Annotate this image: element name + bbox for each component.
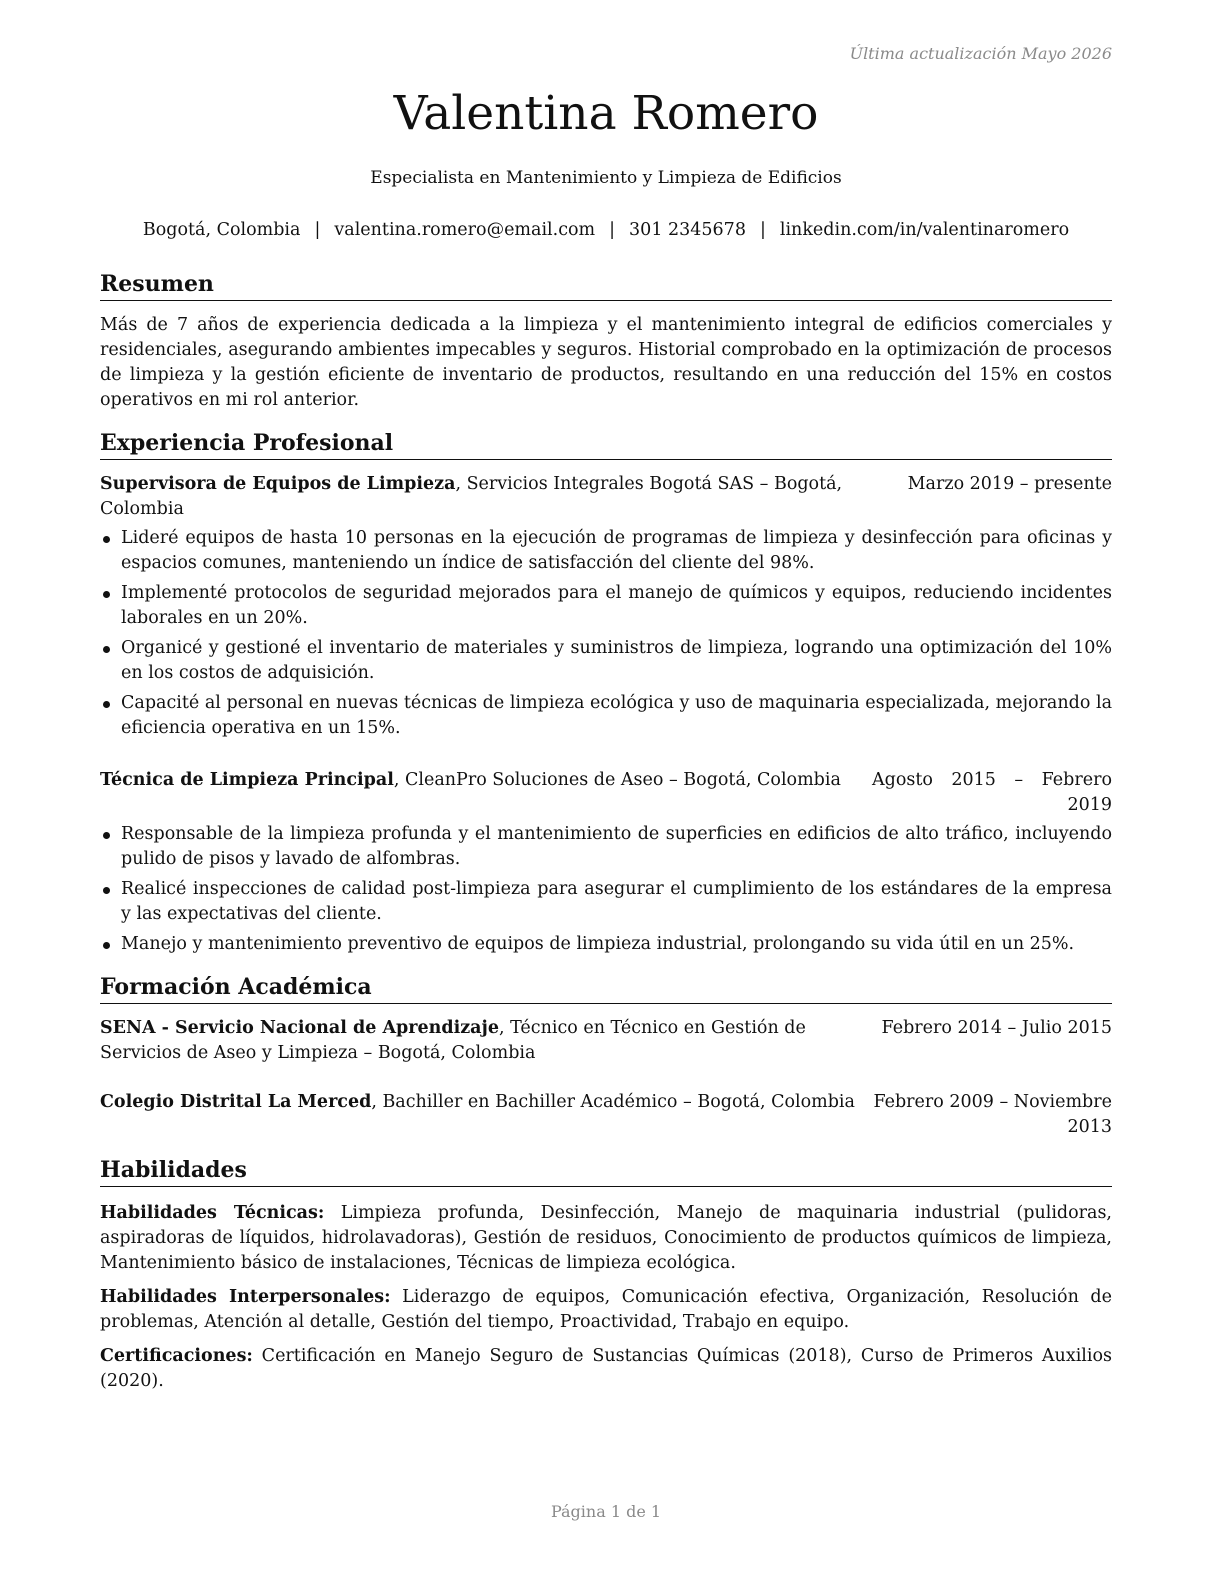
list-item: Lideré equipos de hasta 10 personas en la ejecución de programas de limpieza y desinfección para oficinas y espacios comunes, manteniendo un índice de satisfacción del cliente del 98%. xyxy=(100,526,1112,576)
list-item: Implementé protocolos de seguridad mejorados para el manejo de químicos y equipos, reduciendo incidentes laborales en un 20%. xyxy=(100,581,1112,631)
list-item: Realicé inspecciones de calidad post-limpieza para asegurar el cumplimiento de los estándares de la empresa y las expectativas del cliente. xyxy=(100,877,1112,927)
skill-label: Certificaciones: xyxy=(100,1346,253,1366)
education-entry xyxy=(100,1090,1112,1140)
job-dates: Agosto 2015 – Febrero 2019 xyxy=(872,770,1112,815)
skill-label: Habilidades Técnicas: xyxy=(100,1203,325,1223)
contact-location: Bogotá, Colombia xyxy=(142,220,301,240)
education-entry xyxy=(100,1016,1112,1066)
contact-linkedin[interactable]: linkedin.com/in/valentinaromero xyxy=(779,220,1070,240)
job-header xyxy=(100,768,1112,818)
resume-page xyxy=(100,0,1112,1584)
candidate-title: Especialista en Mantenimiento y Limpieza de Edificios xyxy=(370,168,842,188)
candidate-name: Valentina Romero xyxy=(393,86,819,141)
education-school: Colegio Distrital La Merced xyxy=(100,1092,372,1112)
education-detail: , Bachiller en Bachiller Académico – Bogotá, Colombia xyxy=(371,1092,855,1112)
skill-text: Limpieza profunda, Desinfección, Manejo de maquinaria industrial (pulidoras, aspiradoras de líquidos, hidrolavadoras), Gestión de residuos, Conocimiento de productos químicos de limpieza, Mantenimiento básico de instalaciones, Técnicas de limpieza ecológica. xyxy=(100,1203,1112,1273)
experience-section xyxy=(100,429,1112,957)
job-dates: Marzo 2019 – presente xyxy=(907,474,1112,494)
summary-text: Más de 7 años de experiencia dedicada a la limpieza y el mantenimiento integral de edificios comerciales y residenciales, asegurando ambientes impecables y seguros. Historial comprobado en la optimización de procesos de limpieza y la gestión eficiente de inventario de productos, resultando en una reducción del 15% en costos operativos en mi rol anterior. xyxy=(100,315,1112,410)
list-item: Manejo y mantenimiento preventivo de equipos de limpieza industrial, prolongando su vida útil en un 25%. xyxy=(100,932,1112,957)
job-company: , CleanPro Soluciones de Aseo – Bogotá, Colombia xyxy=(393,770,841,790)
last-updated: Última actualización Mayo 2026 xyxy=(849,44,1112,63)
contact-separator: | xyxy=(314,220,321,240)
section-heading-skills: Habilidades xyxy=(100,1156,1112,1187)
education-school: SENA - Servicio Nacional de Aprendizaje xyxy=(100,1018,499,1038)
list-item: Capacité al personal en nuevas técnicas de limpieza ecológica y uso de maquinaria especializada, mejorando la eficiencia operativa en un 15%. xyxy=(100,691,1112,741)
list-item: Responsable de la limpieza profunda y el mantenimiento de superficies en edificios de alto tráfico, incluyendo pulido de pisos y lavado de alfombras. xyxy=(100,822,1112,872)
job-role: Supervisora de Equipos de Limpieza xyxy=(100,474,456,494)
skill-group xyxy=(100,1344,1112,1394)
education-section xyxy=(100,973,1112,1140)
job-header xyxy=(100,472,1112,522)
job-bullets xyxy=(100,526,1112,741)
contact-separator: | xyxy=(609,220,616,240)
education-dates: Febrero 2009 – Noviembre 2013 xyxy=(873,1092,1112,1137)
skill-label: Habilidades Interpersonales: xyxy=(100,1287,391,1307)
education-detail: , Técnico en Técnico en Gestión de Servicios de Aseo y Limpieza – Bogotá, Colombia xyxy=(100,1018,806,1063)
section-heading-summary: Resumen xyxy=(100,270,1112,301)
page-number: Página 1 de 1 xyxy=(550,1502,662,1521)
section-heading-education: Formación Académica xyxy=(100,973,1112,1004)
education-dates: Febrero 2014 – Julio 2015 xyxy=(881,1018,1112,1038)
contact-phone: 301 2345678 xyxy=(629,220,746,240)
summary-section xyxy=(100,270,1112,413)
job-company: , Servicios Integrales Bogotá SAS – Bogotá, Colombia xyxy=(100,474,843,519)
skill-group xyxy=(100,1285,1112,1335)
skill-text: Certificación en Manejo Seguro de Sustancias Químicas (2018), Curso de Primeros Auxilios (2020). xyxy=(100,1346,1112,1391)
skills-section xyxy=(100,1156,1112,1394)
contact-separator: | xyxy=(759,220,766,240)
resume-content xyxy=(100,270,1112,1394)
contact-line xyxy=(100,220,1112,240)
job-role: Técnica de Limpieza Principal xyxy=(100,770,394,790)
list-item: Organicé y gestioné el inventario de materiales y suministros de limpieza, logrando una optimización del 10% en los costos de adquisición. xyxy=(100,636,1112,686)
job-bullets xyxy=(100,822,1112,957)
skill-group xyxy=(100,1201,1112,1276)
section-heading-experience: Experiencia Profesional xyxy=(100,429,1112,460)
contact-email[interactable]: valentina.romero@email.com xyxy=(334,220,596,240)
skill-text: Liderazgo de equipos, Comunicación efectiva, Organización, Resolución de problemas, Atención al detalle, Gestión del tiempo, Proactividad, Trabajo en equipo. xyxy=(100,1287,1112,1332)
